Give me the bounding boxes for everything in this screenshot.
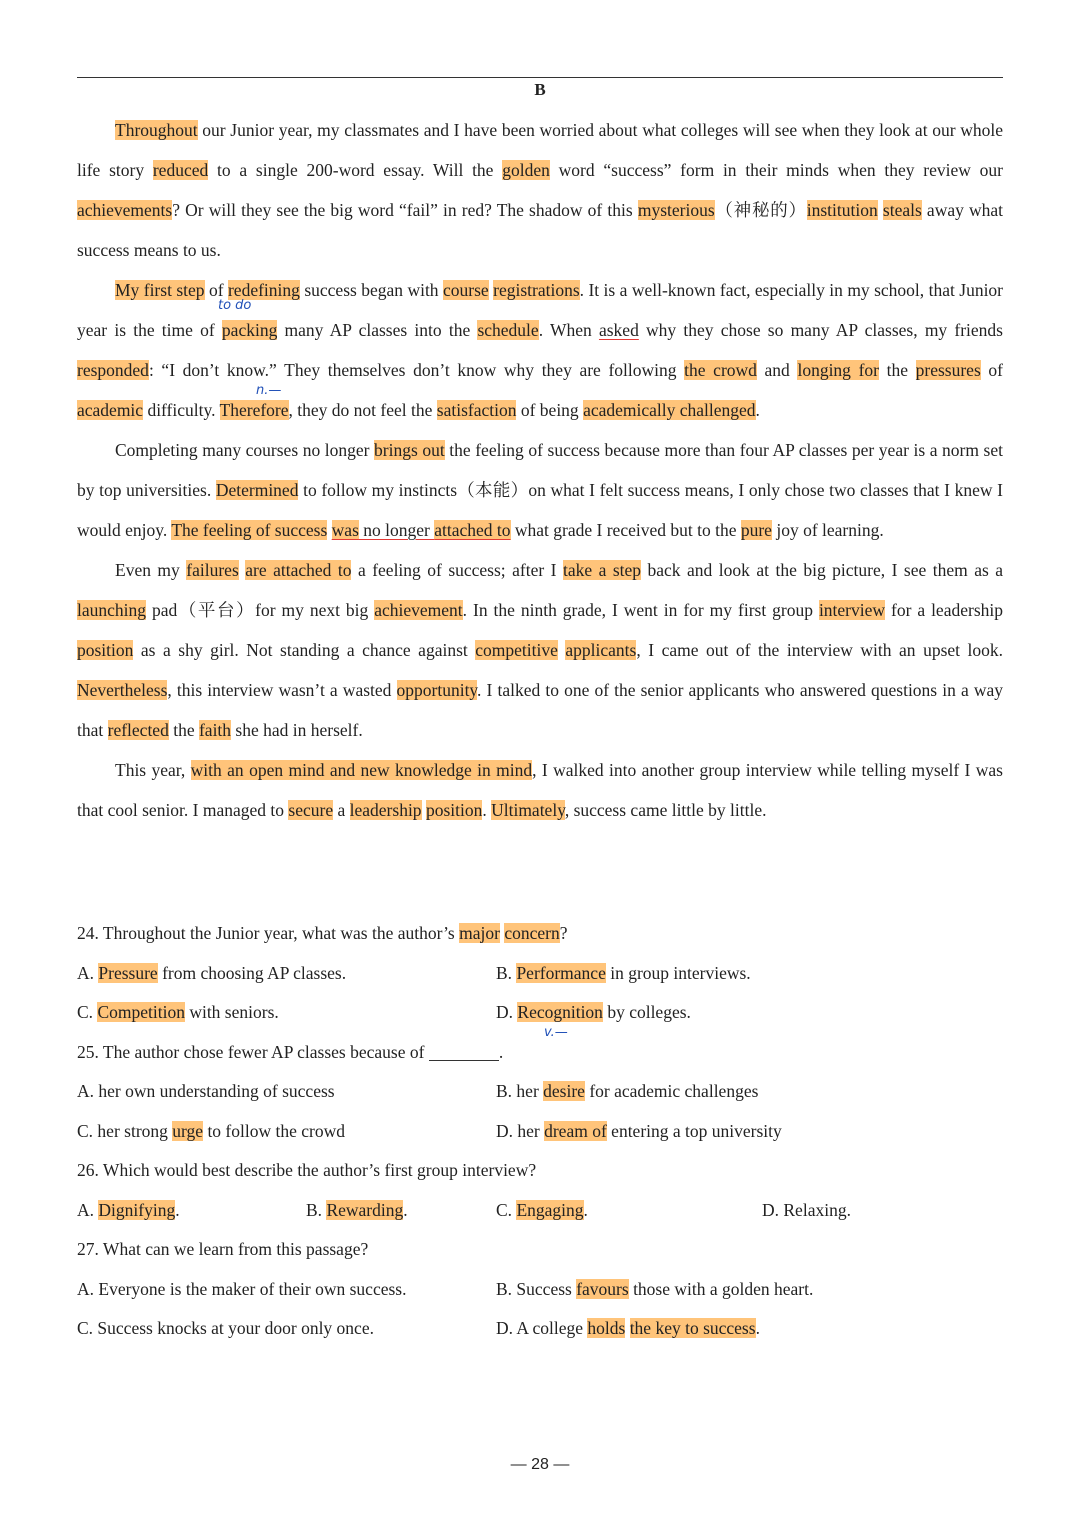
text-run: with seniors. <box>184 1002 279 1022</box>
text-run: of <box>204 280 228 300</box>
highlighted-text: interview <box>818 600 886 620</box>
question-stem <box>77 1033 1003 1073</box>
highlighted-text: achievements <box>77 200 173 220</box>
highlighted-text: Engaging <box>516 1199 584 1220</box>
text-run: by colleges. <box>602 1002 691 1022</box>
answer-option[interactable] <box>496 1309 760 1349</box>
paragraph <box>77 110 1003 270</box>
text-run: , this interview wasn’t a wasted <box>167 680 397 700</box>
highlighted-text: packing <box>221 320 278 340</box>
text-run: . <box>175 1199 180 1220</box>
text-run: C. her strong <box>77 1120 173 1141</box>
handwritten-note-to-do: to do <box>218 298 252 313</box>
text-run: for academic challenges <box>584 1081 759 1101</box>
text-run: B. Success <box>496 1278 577 1299</box>
text-run: what grade I received but to the <box>510 520 741 540</box>
text-run: B. <box>306 1199 327 1220</box>
highlighted-text: My first step <box>115 280 205 300</box>
highlighted-text: reflected <box>107 720 169 740</box>
answer-option[interactable] <box>496 1270 813 1310</box>
text-run: 26. Which would best describe the author’s first group interview? <box>77 1160 537 1180</box>
highlighted-text: golden <box>502 160 550 180</box>
answer-option[interactable] <box>762 1191 851 1231</box>
highlighted-text: Competition <box>97 1002 185 1022</box>
answer-option[interactable] <box>77 1191 180 1231</box>
text-run: A. Everyone is the maker of their own success. <box>77 1278 407 1299</box>
text-run: （神秘的） <box>714 200 807 220</box>
highlighted-text: Determined <box>215 480 299 500</box>
paragraph <box>77 750 1003 830</box>
answer-option[interactable] <box>496 1072 758 1112</box>
highlighted-text: launching <box>77 600 147 620</box>
highlighted-text: academic <box>77 400 144 420</box>
highlighted-text: the key to success <box>629 1318 756 1338</box>
text-run: of being <box>516 400 584 420</box>
handwritten-note-verb: v.— <box>544 1025 568 1040</box>
text-run: a feeling of success; after I <box>351 560 563 580</box>
paragraph <box>77 270 1003 430</box>
text-run: . <box>755 1318 760 1338</box>
text-run: . In the ninth grade, I went in for my first group <box>462 600 819 620</box>
highlighted-text: applicants <box>565 640 637 660</box>
highlighted-text: pressures <box>915 360 981 380</box>
text-run: C. <box>496 1199 517 1220</box>
highlighted-text: faith <box>198 720 232 740</box>
text-run: ? <box>559 923 568 943</box>
text-run: A. her own understanding of success <box>77 1081 335 1101</box>
text-run: from choosing AP classes. <box>157 962 347 983</box>
highlighted-text: Dignifying <box>98 1199 176 1220</box>
text-run: D. <box>496 1002 518 1022</box>
text-run: the <box>168 720 199 740</box>
answer-option[interactable] <box>496 954 751 994</box>
text-run: success began with <box>299 280 443 300</box>
options-row <box>77 993 1003 1033</box>
text-run: . It is a well-known fact, especially in my school, that Junior year is the time of <box>77 280 1004 340</box>
options-row <box>77 1072 1003 1112</box>
text-run: away what success means to us. <box>77 200 1004 260</box>
options-row <box>77 954 1003 994</box>
answer-blank <box>429 1059 499 1061</box>
text-run: Even my <box>115 560 187 580</box>
highlighted-text: registrations <box>493 280 580 300</box>
text-run: of <box>980 360 1003 380</box>
text-run: A. <box>77 962 99 983</box>
handwritten-note-noun: n.— <box>256 383 282 398</box>
highlighted-text: The feeling of success <box>171 520 328 540</box>
answer-option[interactable] <box>496 1112 782 1152</box>
highlighted-text: course <box>443 280 489 300</box>
reading-passage <box>77 110 1003 830</box>
answer-option[interactable] <box>77 1270 406 1310</box>
text-run: entering a top university <box>606 1120 782 1141</box>
text-run: . <box>583 1199 588 1220</box>
highlighted-text: opportunity <box>396 680 478 700</box>
text-run: to follow my instincts（本能）on what I felt success means, I only chose two classes that I knew I would enjoy. <box>77 480 1003 540</box>
text-run: C. <box>77 1002 98 1022</box>
highlighted-text: take a step <box>562 560 642 580</box>
text-run: 24. Throughout the Junior year, what was the author’s <box>77 923 460 943</box>
highlighted-text: position <box>77 640 134 660</box>
text-run: pad（平台）for my next big <box>146 600 375 620</box>
text-run: . <box>403 1199 408 1220</box>
text-run: , they do not feel the <box>288 400 437 420</box>
text-run: , I walked into another group interview while telling myself I was that cool senior. I managed to <box>77 760 1003 820</box>
highlighted-text: dream of <box>544 1120 607 1141</box>
highlighted-text: satisfaction <box>436 400 517 420</box>
text-run: for a leadership <box>885 600 1003 620</box>
text-run: , success came little by little. <box>564 800 767 820</box>
text-run: to follow the crowd <box>203 1120 345 1141</box>
highlighted-text: mysterious <box>637 200 715 220</box>
highlighted-text: failures <box>186 560 239 580</box>
highlighted-text: the crowd <box>684 360 757 380</box>
highlighted-text: Throughout <box>115 120 198 140</box>
answer-option[interactable] <box>77 1309 374 1349</box>
text-run: she had in herself. <box>231 720 363 740</box>
text-run: Completing many courses no longer <box>115 440 375 460</box>
highlighted-text: academically challenged <box>583 400 756 420</box>
text-run: 27. What can we learn from this passage? <box>77 1239 369 1259</box>
text-run: a <box>333 800 350 820</box>
highlighted-text: Therefore <box>219 400 289 420</box>
text-run: . I talked to one of the senior applicants who answered questions in a way that <box>77 680 1003 740</box>
text-run: 25. The author chose fewer AP classes because of <box>77 1041 429 1062</box>
text-run: . <box>482 800 492 820</box>
question-stem <box>77 1230 1003 1270</box>
text-run: . When <box>538 320 599 340</box>
highlighted-text: secure <box>288 800 334 820</box>
answer-option[interactable] <box>77 993 279 1033</box>
text-run: . <box>755 400 760 420</box>
text-run: B. <box>496 962 517 983</box>
options-row <box>77 1270 1003 1310</box>
highlighted-text: reduced <box>152 160 209 180</box>
text-run: word “success” form in their minds when they review our <box>549 160 1003 180</box>
highlighted-text: are attached to <box>245 560 352 580</box>
top-rule <box>77 77 1003 78</box>
highlighted-text: responded <box>77 360 149 380</box>
text-run: why they chose so many AP classes, my friends <box>638 320 1003 340</box>
text-run: C. Success knocks at your door only once. <box>77 1318 374 1338</box>
highlighted-text: urge <box>172 1120 204 1141</box>
page-number: — 28 — <box>510 1456 570 1473</box>
answer-option[interactable] <box>77 954 346 994</box>
highlighted-text: Ultimately <box>491 800 565 820</box>
text-run: D. Relaxing. <box>762 1199 851 1220</box>
text-run: many AP classes into the <box>277 320 478 340</box>
highlighted-text: Nevertheless <box>77 680 168 700</box>
highlighted-text: favours <box>576 1278 629 1299</box>
text-run: back and look at the big picture, I see them as a <box>641 560 1004 580</box>
question-stem <box>77 1151 1003 1191</box>
options-row <box>77 1191 1003 1231</box>
text-run: to a single 200-word essay. Will the <box>208 160 503 180</box>
text-run: : “I don’t know.” They themselves don’t know why they are following <box>148 360 685 380</box>
options-row <box>77 1112 1003 1152</box>
text-run: This year, <box>115 760 191 780</box>
text-run: and <box>756 360 798 380</box>
answer-option[interactable] <box>306 1191 408 1231</box>
text-run: our Junior year, my classmates and I have been worried about what colleges will see when they look at our whole life story <box>77 120 1003 180</box>
highlighted-text: Performance <box>516 962 606 983</box>
paragraph <box>77 430 1003 550</box>
highlighted-text: pure <box>740 520 772 540</box>
text-run: the feeling of success because more than four AP classes per year is a norm set by top universities. <box>77 440 1003 500</box>
text-run: D. A college <box>496 1318 588 1338</box>
highlighted-text: schedule <box>477 320 539 340</box>
text-run: difficulty. <box>143 400 220 420</box>
answer-option[interactable] <box>496 1191 588 1231</box>
highlighted-text: concern <box>504 923 560 943</box>
text-run: D. her <box>496 1120 545 1141</box>
text-run: A. <box>77 1199 99 1220</box>
answer-option[interactable] <box>77 1072 335 1112</box>
answer-option[interactable] <box>496 993 691 1033</box>
question-list <box>77 914 1003 1349</box>
highlighted-text: holds <box>587 1318 626 1338</box>
highlighted-text: Pressure <box>98 962 158 983</box>
highlighted-text: was <box>331 520 359 540</box>
text-run: , I came out of the interview with an upset look. <box>636 640 1003 660</box>
highlighted-text: leadership <box>349 800 422 820</box>
highlighted-text: redefining <box>227 280 300 300</box>
text-run: as a shy girl. Not standing a chance against <box>133 640 476 660</box>
answer-option[interactable] <box>77 1112 345 1152</box>
question-stem <box>77 914 1003 954</box>
highlighted-text: major <box>459 923 500 943</box>
text-run: joy of learning. <box>771 520 884 540</box>
text-run: B. her <box>496 1081 544 1101</box>
highlighted-text: competitive <box>475 640 558 660</box>
highlighted-text: longing for <box>797 360 879 380</box>
section-title: B <box>534 80 546 99</box>
text-run: ? Or will they see the big word “fail” in red? The shadow of this <box>172 200 638 220</box>
highlighted-text: institution <box>806 200 878 220</box>
text-run: in group interviews. <box>605 962 751 983</box>
underlined-text: no longer <box>358 520 435 540</box>
highlighted-text: attached to <box>434 520 511 540</box>
text-run: . <box>498 1041 504 1062</box>
underlined-text: asked <box>598 320 639 340</box>
highlighted-text: Rewarding <box>326 1199 404 1220</box>
highlighted-text: brings out <box>374 440 445 460</box>
highlighted-text: Recognition <box>517 1002 603 1022</box>
highlighted-text: desire <box>543 1081 585 1101</box>
highlighted-text: with an open mind and new knowledge in mind <box>190 760 533 780</box>
text-run: those with a golden heart. <box>628 1278 814 1299</box>
highlighted-text: steals <box>882 200 922 220</box>
options-row <box>77 1309 1003 1349</box>
highlighted-text: achievement <box>374 600 463 620</box>
text-run: the <box>878 360 916 380</box>
paragraph <box>77 550 1003 750</box>
highlighted-text: position <box>425 800 483 820</box>
